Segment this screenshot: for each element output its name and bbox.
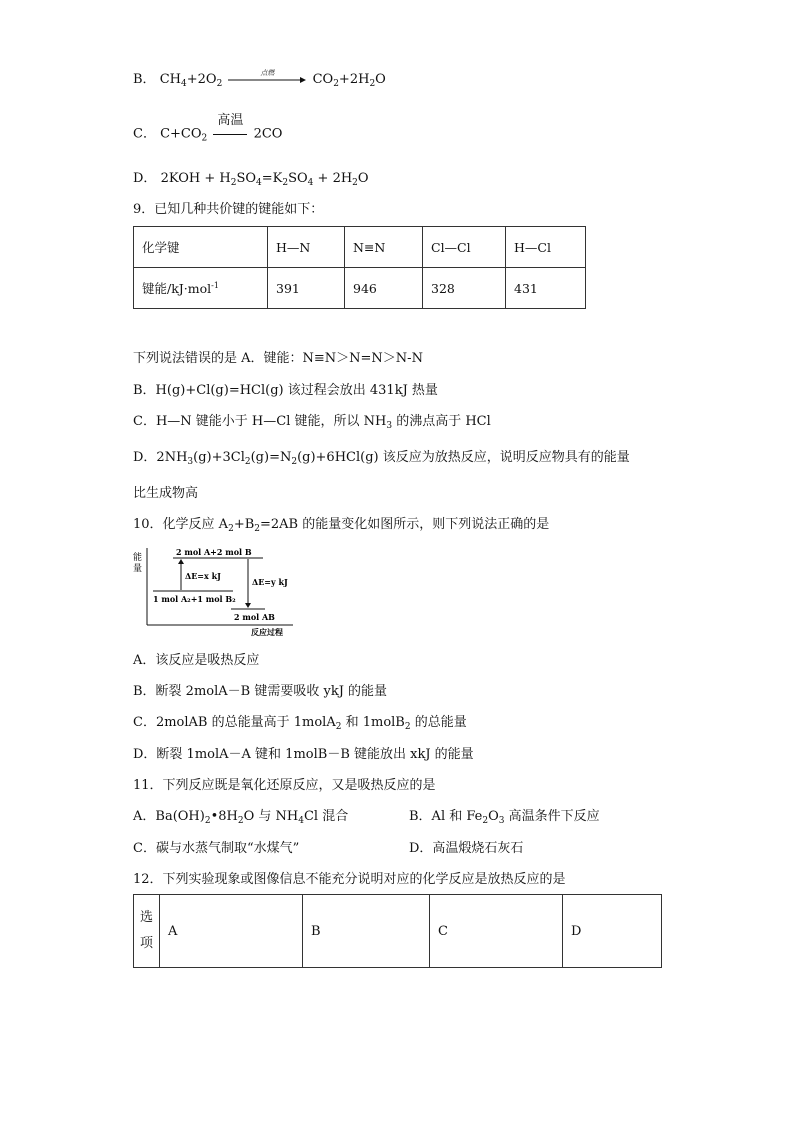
formula-sub: 2 <box>216 79 223 89</box>
formula-sub: 2 <box>254 524 260 534</box>
text-part: C．H—N 键能小于 H—Cl 键能，所以 NH <box>133 414 387 429</box>
text-part: B．Al 和 Fe <box>409 809 483 824</box>
option-label: C． <box>133 126 156 142</box>
reaction-condition: 高温 <box>217 113 244 128</box>
formula-part: CH <box>159 72 181 87</box>
formula-sub: 2 <box>404 722 411 732</box>
table-header-cell: 化学键 <box>134 227 268 268</box>
text-part: O <box>488 809 499 824</box>
q11-option-a <box>133 808 348 826</box>
text-part: Cl 混合 <box>303 809 349 824</box>
energy-level-label: 2 mol AB <box>234 612 275 622</box>
q9-option-c <box>133 413 491 431</box>
reaction-equals <box>213 113 247 146</box>
formula-part: 2KOH + H <box>160 171 231 186</box>
formula-sub: 3 <box>498 816 505 826</box>
formula-sub: 2 <box>204 816 211 826</box>
q11-option-d: D．高温煅烧石灰石 <box>409 841 524 856</box>
q10-option-b: B．断裂 2molA－B 键需要吸收 ykJ 的能量 <box>133 684 388 699</box>
formula-sub: 2 <box>335 722 342 732</box>
formula-sub: 4 <box>298 816 304 826</box>
formula-sub: 2 <box>237 816 244 826</box>
header-char: 项 <box>140 936 154 951</box>
table-cell: 431 <box>506 268 586 309</box>
text-part: •8H <box>210 809 238 824</box>
arrow-icon <box>178 559 184 564</box>
q11-option-c: C．碳与水蒸气制取“水煤气” <box>133 841 300 856</box>
formula-sub: 2 <box>201 133 208 144</box>
formula-sub: 3 <box>386 421 393 431</box>
reaction-condition: 点燃 <box>260 68 275 77</box>
text-part: (g)+3Cl <box>193 450 245 465</box>
formula-sub: 2 <box>282 178 289 188</box>
text-part: 高温条件下反应 <box>504 809 600 824</box>
x-axis-label: 反应过程 <box>251 627 283 637</box>
formula-sub: 2 <box>230 178 237 188</box>
text-part: 的总能量 <box>410 715 467 730</box>
formula-part: O <box>375 72 386 87</box>
q12-stem: 12．下列实验现象或图像信息不能充分说明对应的化学反应是放热反应的是 <box>133 872 566 887</box>
formula-part: =K <box>261 171 283 186</box>
formula-sub: 2 <box>352 178 358 188</box>
text-part: (g)=N <box>250 450 292 465</box>
formula-sub: 3 <box>187 457 194 467</box>
formula-part: SO <box>288 171 308 186</box>
energy-level-label: 2 mol A+2 mol B <box>176 547 252 557</box>
formula-sub: 2 <box>369 79 376 89</box>
table-cell: A <box>160 895 303 968</box>
reaction-arrow <box>228 68 306 87</box>
formula-sub: 2 <box>228 524 234 534</box>
q10-option-d: D．断裂 1molA－A 键和 1molB－B 键能放出 xkJ 的能量 <box>133 747 474 762</box>
q11-stem: 11．下列反应既是氧化还原反应，又是吸热反应的是 <box>133 778 436 793</box>
text-part: 10．化学反应 A <box>133 517 229 532</box>
formula-sub: 4 <box>307 178 314 188</box>
text-part: A．Ba(OH) <box>133 809 205 824</box>
formula-part: +2H <box>338 72 370 87</box>
text-part: C．2molAB 的总能量高于 1molA <box>133 715 336 730</box>
formula-sub: 4 <box>181 79 187 89</box>
q9-stem: 9．已知几种共价键的键能如下： <box>133 202 324 217</box>
formula-part: O <box>357 171 369 186</box>
q11-option-b <box>409 808 600 826</box>
text-part: D．2NH <box>133 450 188 465</box>
table-header-cell: Cl—Cl <box>423 227 506 268</box>
y-axis-label: 能 <box>133 553 143 563</box>
text-part: 的沸点高于 HCl <box>392 414 491 429</box>
table-header-cell: N≡N <box>345 227 423 268</box>
text-part: 和 1molB <box>341 715 405 730</box>
option-label: B． <box>133 72 156 87</box>
equals-bar <box>213 134 247 135</box>
table-cell: 946 <box>345 268 423 309</box>
q9-option-b: B．H(g)+Cl(g)=HCl(g) 该过程会放出 431kJ 热量 <box>133 383 438 398</box>
formula-part: +2O <box>186 72 217 87</box>
table-cell: 391 <box>268 268 345 309</box>
text-part: +B <box>233 517 255 532</box>
energy-level-label: 1 mol A₂+1 mol B₂ <box>153 594 236 604</box>
arrow-icon <box>228 76 306 84</box>
formula-sub: 2 <box>482 816 489 826</box>
formula-part: C+CO <box>160 126 202 142</box>
q10-option-a: A．该反应是吸热反应 <box>133 653 260 668</box>
q8-option-d <box>133 170 369 188</box>
q9-option-a: 下列说法错误的是 A．键能：N≡N＞N=N＞N-N <box>133 351 423 366</box>
table-row-label <box>134 268 268 309</box>
formula-sub: 4 <box>256 178 262 188</box>
arrow-icon <box>245 603 251 608</box>
table-row <box>134 227 586 268</box>
text-part: (g)+6HCl(g) 该反应为放热反应，说明反应物具有的能量 <box>297 450 630 465</box>
table-cell: 328 <box>423 268 506 309</box>
energy-diagram <box>133 543 298 638</box>
table-cell: D <box>563 895 662 968</box>
formula-part: + 2H <box>313 171 353 186</box>
table-header-cell: H—Cl <box>506 227 586 268</box>
q8-option-c <box>133 113 283 146</box>
table-header-cell <box>134 895 160 968</box>
formula-part: 2CO <box>253 126 283 142</box>
formula-sub: 2 <box>291 457 298 467</box>
q10-stem <box>133 516 549 534</box>
dE-y-label: ΔE=y kJ <box>252 577 288 587</box>
option-label: D． <box>133 171 157 186</box>
formula-part: CO <box>312 72 334 87</box>
q9-option-d <box>133 449 630 467</box>
row-label-text: 键能/kJ·mol <box>142 281 212 296</box>
y-axis-label: 量 <box>133 564 143 574</box>
q10-option-c <box>133 714 467 732</box>
q8-option-b <box>133 68 386 89</box>
formula-sub: 2 <box>244 457 251 467</box>
formula-part: SO <box>236 171 257 186</box>
table-row <box>134 895 662 968</box>
table-cell: B <box>303 895 430 968</box>
header-char: 选 <box>140 910 154 925</box>
text-part: =2AB 的能量变化如图所示，则下列说法正确的是 <box>260 517 550 532</box>
text-part: O 与 NH <box>243 809 299 824</box>
table-header-cell: H—N <box>268 227 345 268</box>
table-row <box>134 268 586 309</box>
formula-sub: 2 <box>333 79 339 89</box>
row-label-sup: -1 <box>211 281 219 290</box>
bond-energy-table <box>133 226 586 309</box>
q9-option-d-cont: 比生成物高 <box>133 486 199 501</box>
dE-x-label: ΔE=x kJ <box>185 571 221 581</box>
q12-options-table <box>133 894 662 968</box>
table-cell: C <box>430 895 563 968</box>
